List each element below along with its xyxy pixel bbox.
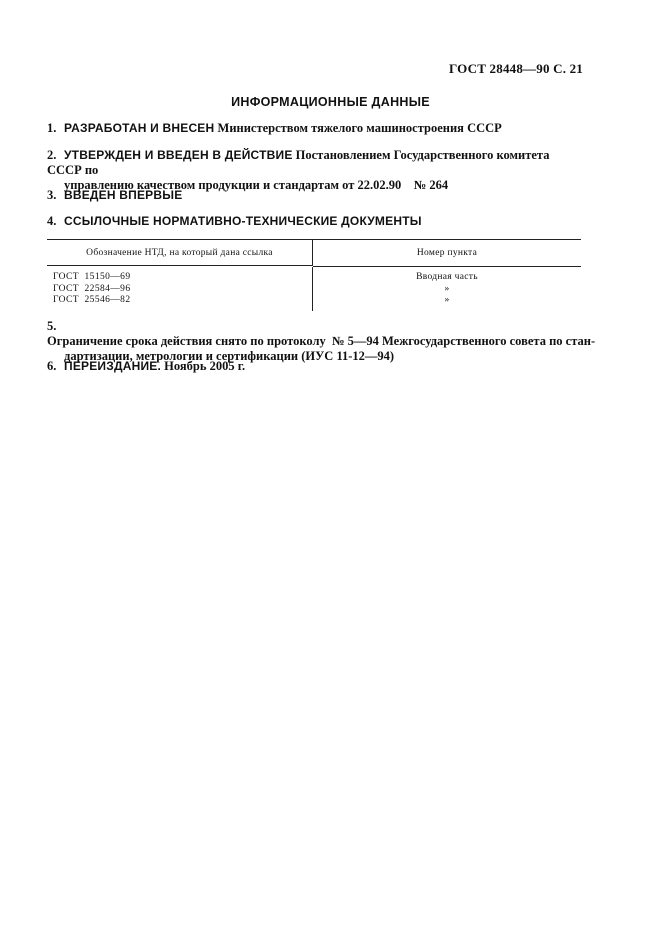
page-header: ГОСТ 28448—90 С. 21 [449,61,583,76]
item-text: Ограничение срока действия снято по протоколу № 5—94 Межгосударственного совета по стан- [47,334,596,348]
item-number: 3. [47,188,57,202]
item-number: 1. [47,121,57,135]
item-text: Постановлением Государственного комитета СССР по [47,148,550,177]
item-caps-text: ПЕРЕИЗДАНИЕ. [64,359,162,373]
item-number: 2. [47,148,57,162]
table-header-row [47,240,581,267]
item-1 [47,121,587,136]
item-5 [47,319,596,364]
item-2 [47,148,587,193]
clause-cell [313,267,581,311]
table-cell: ГОСТ 22584—96 [53,283,131,294]
table-cell: ГОСТ 25546—82 [53,295,131,305]
item-6 [47,359,587,374]
item-text: Ноябрь 2005 г. [161,359,246,373]
section-title: ИНФОРМАЦИОННЫЕ ДАННЫЕ [231,95,430,109]
item-text-continuation: управлению качеством продукции и стандартам от 22.02.90 № 264 [64,178,449,192]
item-3 [47,188,587,203]
designation-cell [47,267,313,311]
column-header-designation: Обозначение НТД, на который дана ссылка [47,240,313,266]
item-text: Министерством тяжелого машиностроения СССР [214,121,502,135]
table-cell: Вводная часть [416,272,478,282]
item-4 [47,214,587,229]
item-number: 6. [47,359,57,373]
table-cell: » [444,295,450,305]
item-caps-text: РАЗРАБОТАН И ВНЕСЕН [64,121,215,135]
item-caps-text: ССЫЛОЧНЫЕ НОРМАТИВНО-ТЕХНИЧЕСКИЕ ДОКУМЕНТЫ [64,214,422,228]
table-body [47,267,581,311]
item-caps-text: ВВЕДЕН ВПЕРВЫЕ [64,188,183,202]
item-number: 5. [47,319,57,333]
reference-table [47,239,581,311]
item-text-continuation: дартизации, метрологии и сертификации (ИУС 11-12—94) [64,349,395,363]
item-caps-text: УТВЕРЖДЕН И ВВЕДЕН В ДЕЙСТВИЕ [64,148,293,162]
table-cell: » [444,283,450,294]
table-cell: ГОСТ 15150—69 [53,272,131,282]
column-header-clause: Номер пункта [313,240,581,267]
item-number: 4. [47,214,57,228]
